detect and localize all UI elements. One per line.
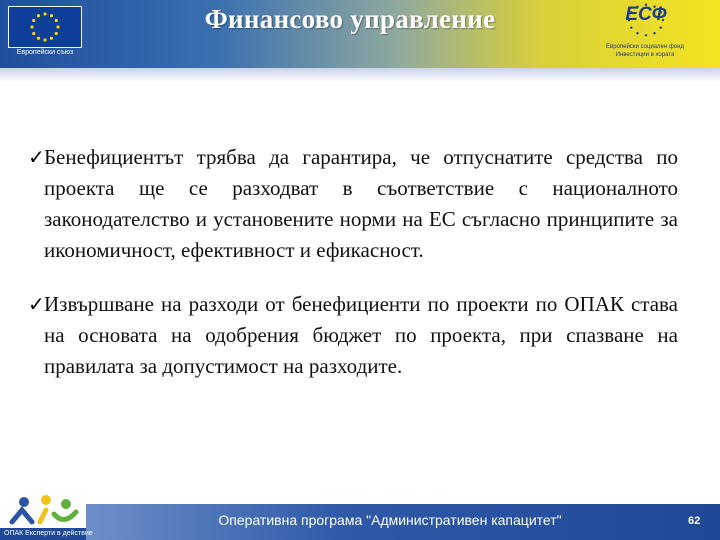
eu-star: [32, 32, 35, 35]
eu-logo: [8, 6, 82, 60]
page-title: Финансово управление: [204, 4, 496, 34]
esf-star: [636, 32, 638, 34]
page-number: 62: [688, 515, 701, 527]
eu-star: [37, 14, 40, 17]
bullet-text: Бенефициентът трябва да гарантира, че отпуснатите средства по проекта ще се разходват в съответствие с националното законодателство и установените норми на ЕС съгласно принципите за икономичност, ефективност и ефикасност.: [44, 145, 678, 262]
opak-caption: ОПАК Експерти в действие: [0, 528, 86, 540]
eu-star: [50, 37, 53, 40]
content-area: [28, 142, 678, 405]
eu-star: [43, 38, 46, 41]
esf-star: [630, 26, 632, 28]
header-shadow: [0, 68, 720, 82]
esf-star: [653, 32, 655, 34]
eu-star: [32, 19, 35, 22]
eu-star: [55, 19, 58, 22]
bullet-item: [28, 289, 678, 382]
checkmark-icon: ✓: [28, 292, 45, 316]
esf-logo-text: ЕСФ: [625, 4, 667, 25]
footer: [0, 492, 720, 540]
bullet-text: Извършване на разходи от бенефициенти по проекти по ОПАК става на основата на одобрения бюджет по проекта, при спазване на правилата за допустимост на разходите.: [44, 292, 678, 378]
esf-logo: [590, 2, 700, 64]
eu-flag-icon: [8, 6, 82, 48]
eu-star: [55, 32, 58, 35]
eu-star: [37, 37, 40, 40]
eu-star: [43, 12, 46, 15]
eu-caption: Европейски съюз: [16, 49, 74, 56]
esf-caption-line1: Европейски социален фонд: [606, 44, 684, 50]
eu-star: [50, 14, 53, 17]
eu-star: [56, 25, 59, 28]
esf-star: [645, 34, 647, 36]
esf-star: [660, 26, 662, 28]
program-name: Оперативна програма "Административен капацитет": [218, 512, 562, 528]
esf-caption-line2: Инвестиции в хората: [615, 52, 675, 58]
checkmark-icon: ✓: [28, 145, 45, 169]
eu-star: [30, 25, 33, 28]
bullet-item: [28, 142, 678, 266]
